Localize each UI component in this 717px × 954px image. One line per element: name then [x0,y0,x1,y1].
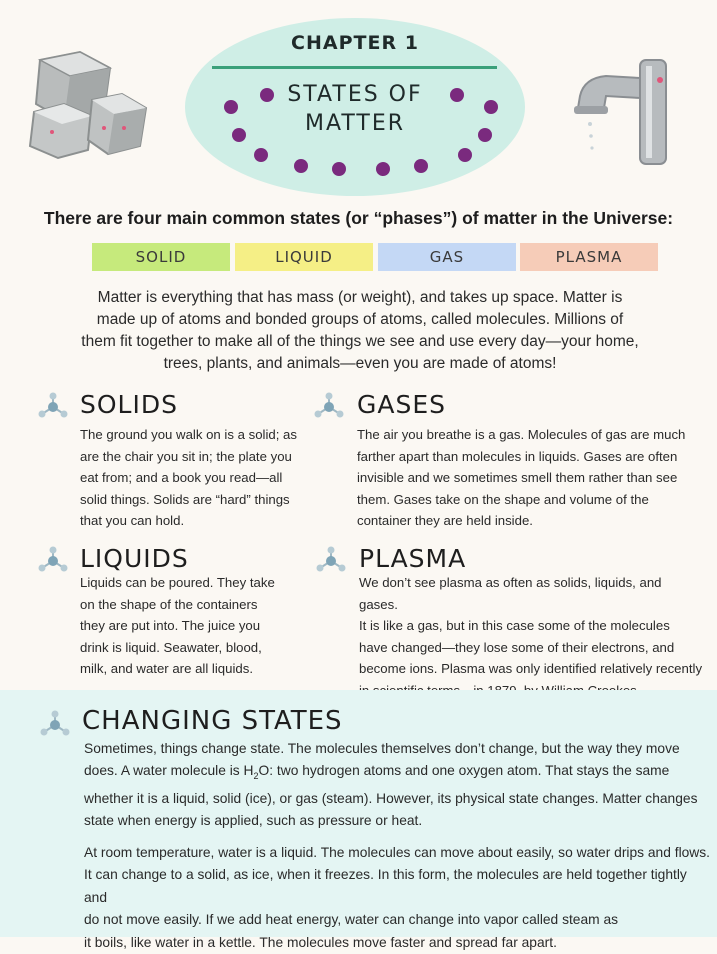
solids-title: SOLIDS [80,390,178,419]
changing-line: whether it is a liquid, solid (ice), or gas (steam). However, its physical state changes. Matter changes [84,790,698,806]
decorative-dot [376,162,390,176]
chapter-title-line-2: MATTER [305,111,405,136]
changing-line: state when energy is applied, such as pressure or heat. [84,812,423,828]
gases-line: The air you breathe is a gas. Molecules of gas are much [357,427,686,442]
decorative-dot [414,159,428,173]
liquids-line: on the shape of the containers [80,596,258,612]
decorative-dot [260,88,274,102]
molecule-icon [38,392,68,422]
formula-subscript: 2 [253,771,259,782]
plasma-line: have changed—they lose some of their electrons, and [359,639,675,655]
liquids-line: milk, and water are all liquids. [80,661,253,677]
chapter-label: CHAPTER 1 [291,32,419,54]
solids-line: solid things. Solids are “hard” things [80,491,290,507]
plasma-line: become ions. Plasma was only identified relatively recently [359,661,703,677]
state-box-plasma: PLASMA [520,243,658,271]
changing-line: Sometimes, things change state. The molecules themselves don’t change, but the way they move [84,741,680,756]
solids-line: are the chair you sit in; the plate you [80,448,292,464]
changing-states-title: CHANGING STATES [82,706,343,736]
changing-line: It can change to a solid, as ice, when it freezes. In this form, the molecules are held together tightly and [84,867,687,905]
state-box-liquid: LIQUID [235,243,373,271]
molecule-icon [40,710,70,740]
liquids-body [80,572,320,680]
solids-body [80,424,320,532]
changing-line-start: does. A water molecule is [84,763,244,779]
decorative-dot [458,148,472,162]
chapter-divider [212,66,497,69]
molecule-icon [316,546,346,576]
solids-line: eat from; and a book you read—all [80,470,283,486]
plasma-body [359,572,704,702]
gases-line: container they are held inside. [357,513,533,529]
changing-states-paragraph-2 [84,842,710,954]
gases-line: them. Gases take on the shape and volume of the [357,491,649,507]
changing-line-rest: : two hydrogen atoms and one oxygen atom. That stays the same [269,763,670,779]
chapter-title-line-1: STATES OF [287,82,423,107]
liquids-line: Liquids can be poured. They take [80,575,275,590]
gases-line: invisible and we sometimes smell them rather than see [357,470,678,486]
plasma-line: We don’t see plasma as often as solids, liquids, and gases. [359,575,662,612]
liquids-title: LIQUIDS [80,544,189,573]
gases-line: farther apart than molecules in liquids. Gases are often [357,448,678,464]
decorative-dot [332,162,346,176]
changing-line: it boils, like water in a kettle. The molecules move faster and spread far apart. [84,934,557,950]
decorative-dot [484,100,498,114]
changing-line: do not move easily. If we add heat energy, water can change into vapor called steam as [84,912,619,928]
changing-line-formula [84,760,710,787]
ice-cubes-icon [30,52,146,158]
formula-o: O [258,763,270,779]
state-box-gas: GAS [378,243,516,271]
decorative-dot [224,100,238,114]
plasma-line: It is like a gas, but in this case some of the molecules [359,618,670,634]
gases-title: GASES [357,390,447,419]
water-faucet-icon [574,60,666,164]
molecule-icon [38,546,68,576]
decorative-dot [232,128,246,142]
solids-line: The ground you walk on is a solid; as [80,427,297,442]
state-box-solid: SOLID [92,243,230,271]
gases-body [357,424,697,532]
molecule-icon [314,392,344,422]
intro-heading: There are four main common states (or “phases”) of matter in the Universe: [43,208,674,228]
formula-h: H [243,763,254,779]
decorative-dot [450,88,464,102]
changing-states-paragraph-1 [84,738,710,832]
intro-paragraph: Matter is everything that has mass (or weight), and takes up space. Matter is made up of atoms and bonded groups of atoms, called molecules. Millions of them fit together to make all of the things we see and use every day—your home, trees, plants, and animals—even you are made of atoms! [81,289,639,372]
solids-line: that you can hold. [80,513,185,529]
changing-line: At room temperature, water is a liquid. The molecules can move about easily, so water drips and flows. [84,845,711,860]
plasma-title: PLASMA [359,544,467,573]
liquids-line: they are put into. The juice you [80,618,261,634]
decorative-dot [294,159,308,173]
decorative-dot [478,128,492,142]
liquids-line: drink is liquid. Seawater, blood, [80,639,262,655]
decorative-dot [254,148,268,162]
